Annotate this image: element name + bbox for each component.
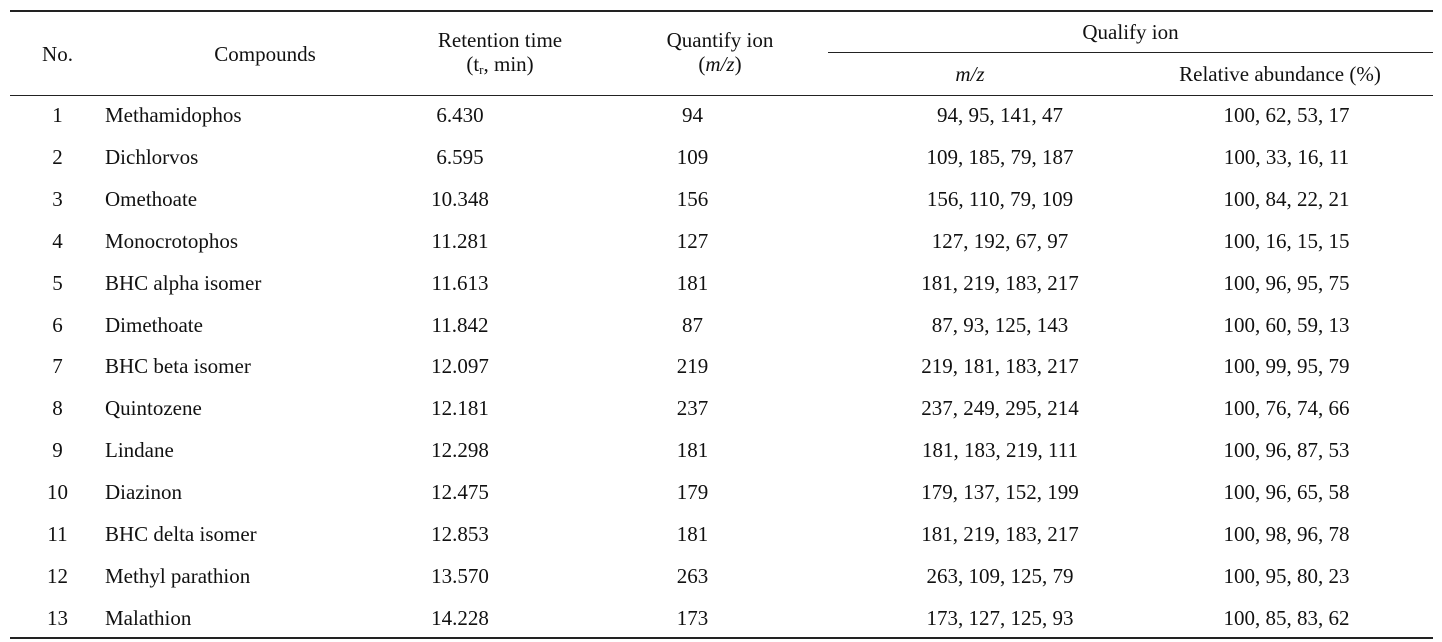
cell-retention-time: 10.348 bbox=[431, 187, 489, 212]
cell-compound: Quintozene bbox=[105, 396, 202, 421]
cell-quantify-ion: 179 bbox=[676, 480, 709, 505]
cell-qualify-mz: 181, 219, 183, 217 bbox=[921, 270, 1079, 295]
cell-no: 6 bbox=[52, 312, 63, 337]
cell-qualify-mz: 179, 137, 152, 199 bbox=[921, 480, 1079, 505]
cell-compound: Lindane bbox=[105, 438, 174, 463]
cell-qualify-mz: 127, 192, 67, 97 bbox=[931, 228, 1069, 253]
cell-relative-abundance: 100, 99, 95, 79 bbox=[1223, 354, 1350, 379]
cell-compound: Methamidophos bbox=[105, 103, 242, 128]
cell-quantify-ion: 219 bbox=[676, 354, 709, 379]
table-row bbox=[10, 555, 1433, 597]
cell-relative-abundance: 100, 76, 74, 66 bbox=[1223, 396, 1350, 421]
cell-retention-time: 13.570 bbox=[431, 563, 489, 588]
cell-retention-time: 12.097 bbox=[431, 354, 489, 379]
header-quantify-ion-line2: (m/z) bbox=[698, 52, 742, 76]
cell-compound: Malathion bbox=[105, 605, 192, 630]
table-row bbox=[10, 137, 1433, 179]
cell-relative-abundance: 100, 85, 83, 62 bbox=[1223, 605, 1350, 630]
cell-relative-abundance: 100, 95, 80, 23 bbox=[1223, 563, 1350, 588]
cell-quantify-ion: 181 bbox=[676, 270, 709, 295]
cell-quantify-ion: 87 bbox=[682, 312, 703, 337]
table-row bbox=[10, 221, 1433, 263]
cell-relative-abundance: 100, 16, 15, 15 bbox=[1223, 228, 1350, 253]
cell-retention-time: 12.298 bbox=[431, 438, 489, 463]
cell-quantify-ion: 181 bbox=[676, 438, 709, 463]
header-no: No. bbox=[42, 42, 73, 66]
cell-relative-abundance: 100, 96, 65, 58 bbox=[1223, 480, 1350, 505]
cell-retention-time: 6.430 bbox=[436, 103, 484, 128]
table-body bbox=[10, 95, 1433, 639]
header-retention-time-line1: Retention time bbox=[437, 28, 563, 52]
cell-relative-abundance: 100, 98, 96, 78 bbox=[1223, 521, 1350, 546]
cell-quantify-ion: 237 bbox=[676, 396, 709, 421]
cell-retention-time: 12.475 bbox=[431, 480, 489, 505]
cell-no: 8 bbox=[52, 396, 63, 421]
header-relative-abundance: Relative abundance (%) bbox=[1179, 62, 1381, 86]
cell-qualify-mz: 237, 249, 295, 214 bbox=[921, 396, 1079, 421]
header-mz: m/z bbox=[955, 62, 985, 86]
cell-retention-time: 6.595 bbox=[436, 145, 484, 170]
cell-no: 4 bbox=[52, 228, 63, 253]
cell-qualify-mz: 219, 181, 183, 217 bbox=[921, 354, 1079, 379]
cell-relative-abundance: 100, 96, 87, 53 bbox=[1223, 438, 1350, 463]
cell-relative-abundance: 100, 33, 16, 11 bbox=[1223, 145, 1350, 170]
table-row bbox=[10, 262, 1433, 304]
cell-retention-time: 11.842 bbox=[431, 312, 489, 337]
cell-no: 2 bbox=[52, 145, 63, 170]
table-row bbox=[10, 513, 1433, 555]
cell-no: 10 bbox=[47, 480, 68, 505]
cell-quantify-ion: 109 bbox=[676, 145, 709, 170]
cell-retention-time: 11.281 bbox=[431, 228, 489, 253]
cell-quantify-ion: 94 bbox=[682, 103, 703, 128]
cell-qualify-mz: 156, 110, 79, 109 bbox=[926, 187, 1074, 212]
table-row bbox=[10, 472, 1433, 514]
table-row bbox=[10, 304, 1433, 346]
cell-compound: BHC beta isomer bbox=[105, 354, 251, 379]
cell-retention-time: 12.853 bbox=[431, 521, 489, 546]
cell-quantify-ion: 173 bbox=[676, 605, 709, 630]
cell-relative-abundance: 100, 62, 53, 17 bbox=[1223, 103, 1350, 128]
cell-no: 9 bbox=[52, 438, 63, 463]
cell-quantify-ion: 156 bbox=[676, 187, 709, 212]
cell-qualify-mz: 173, 127, 125, 93 bbox=[926, 605, 1074, 630]
cell-retention-time: 14.228 bbox=[431, 605, 489, 630]
cell-quantify-ion: 181 bbox=[676, 521, 709, 546]
cell-compound: Methyl parathion bbox=[105, 563, 251, 588]
cell-no: 13 bbox=[47, 605, 68, 630]
header-retention-time-line2: ($t_r$, min) bbox=[466, 52, 534, 77]
table-row bbox=[10, 388, 1433, 430]
header-quantify-ion bbox=[640, 28, 800, 76]
cell-compound: BHC alpha isomer bbox=[105, 270, 262, 295]
cell-qualify-mz: 181, 183, 219, 111 bbox=[922, 438, 1078, 463]
data-table bbox=[10, 0, 1433, 642]
cell-retention-time: 11.613 bbox=[431, 270, 489, 295]
cell-compound: Monocrotophos bbox=[105, 228, 238, 253]
cell-quantify-ion: 263 bbox=[676, 563, 709, 588]
cell-qualify-mz: 109, 185, 79, 187 bbox=[926, 145, 1074, 170]
table-row bbox=[10, 346, 1433, 388]
cell-no: 3 bbox=[52, 187, 63, 212]
cell-no: 7 bbox=[52, 354, 63, 379]
cell-qualify-mz: 181, 219, 183, 217 bbox=[921, 521, 1079, 546]
qualify-ion-underline bbox=[828, 52, 1433, 53]
table-row bbox=[10, 597, 1433, 639]
cell-quantify-ion: 127 bbox=[676, 228, 709, 253]
table-row bbox=[10, 430, 1433, 472]
cell-no: 5 bbox=[52, 270, 63, 295]
cell-no: 11 bbox=[47, 521, 68, 546]
cell-qualify-mz: 87, 93, 125, 143 bbox=[931, 312, 1069, 337]
header-compounds: Compounds bbox=[214, 42, 316, 66]
header-qualify-ion: Qualify ion bbox=[1082, 20, 1179, 44]
cell-qualify-mz: 263, 109, 125, 79 bbox=[926, 563, 1074, 588]
table-top-rule bbox=[10, 10, 1433, 12]
cell-compound: BHC delta isomer bbox=[105, 521, 257, 546]
cell-relative-abundance: 100, 96, 95, 75 bbox=[1223, 270, 1350, 295]
header-quantify-ion-line1: Quantify ion bbox=[666, 28, 774, 52]
cell-compound: Dichlorvos bbox=[105, 145, 199, 170]
cell-relative-abundance: 100, 60, 59, 13 bbox=[1223, 312, 1350, 337]
table-row bbox=[10, 95, 1433, 137]
cell-compound: Dimethoate bbox=[105, 312, 203, 337]
cell-relative-abundance: 100, 84, 22, 21 bbox=[1223, 187, 1350, 212]
cell-no: 1 bbox=[52, 103, 63, 128]
cell-compound: Diazinon bbox=[105, 480, 182, 505]
table-row bbox=[10, 179, 1433, 221]
cell-qualify-mz: 94, 95, 141, 47 bbox=[937, 103, 1063, 128]
header-retention-time bbox=[410, 28, 590, 76]
cell-no: 12 bbox=[47, 563, 68, 588]
cell-compound: Omethoate bbox=[105, 187, 198, 212]
cell-retention-time: 12.181 bbox=[431, 396, 489, 421]
